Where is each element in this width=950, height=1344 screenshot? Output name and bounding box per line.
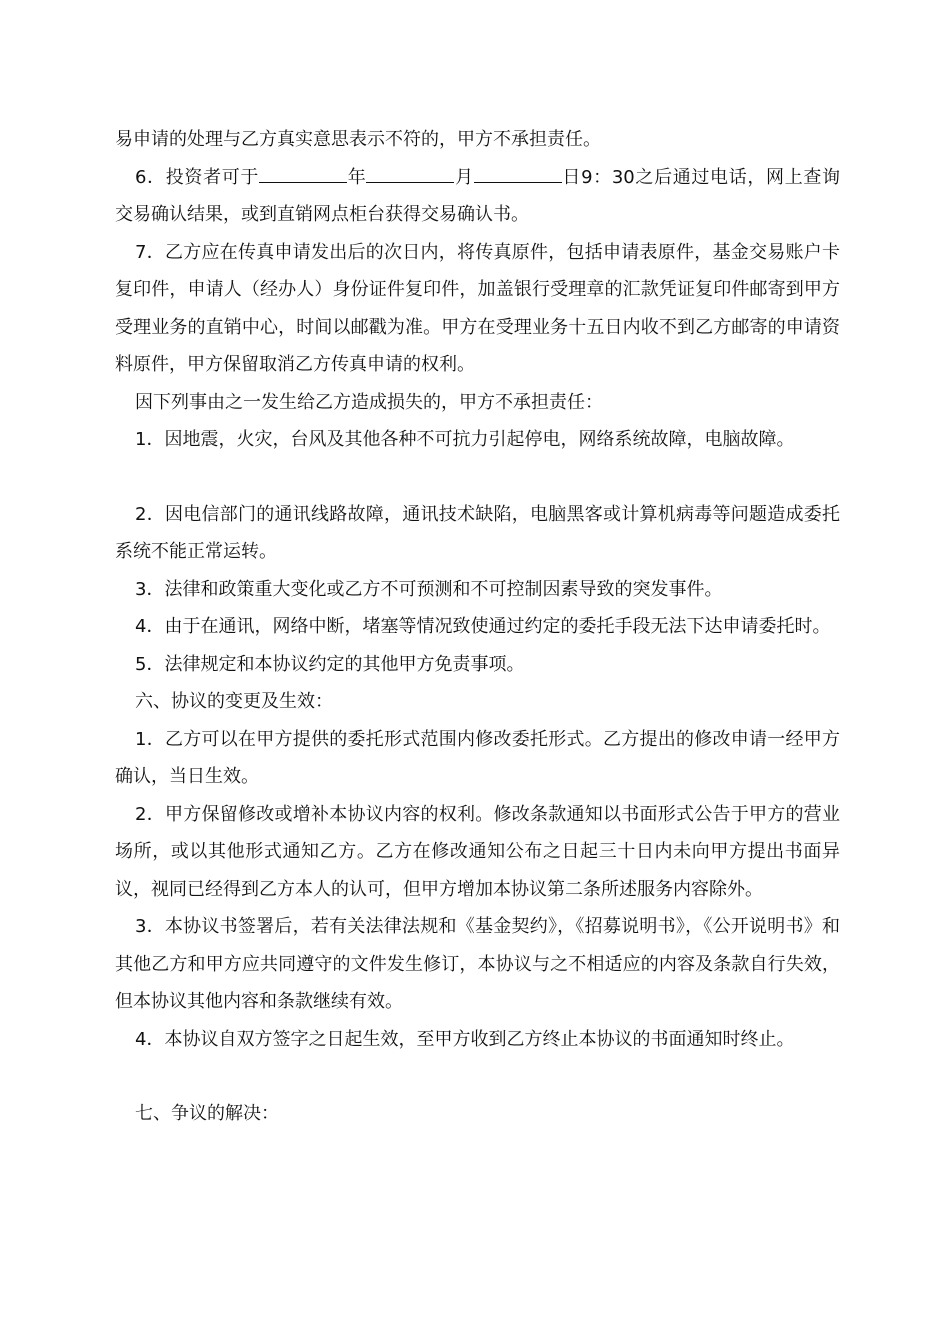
section-6-item-3: 3．本协议书签署后，若有关法律法规和《基金契约》，《招募说明书》，《公开说明书》和其他乙方和甲方应共同遵守的文件发生修订，本协议与之不相适应的内容及条款自行失效，但本协议其他内容和条款继续有效。 <box>115 916 840 1012</box>
year-blank <box>259 165 347 183</box>
item-7-paragraph: 7．乙方应在传真申请发出后的次日内，将传真原件，包括申请表原件，基金交易账户卡复印件，申请人（经办人）身份证件复印件，加盖银行受理章的汇款凭证复印件邮寄到甲方受理业务的直销中心，时间以邮戳为准。甲方在受理业务十五日内收不到乙方邮寄的申请资料原件，甲方保留取消乙方传真申请的权利。 <box>115 241 840 375</box>
exemption-intro: 因下列事由之一发生给乙方造成损失的，甲方不承担责任： <box>135 391 603 413</box>
section-6-title: 六、协议的变更及生效： <box>135 691 333 712</box>
document-body <box>115 121 840 1133</box>
month-blank <box>366 165 454 183</box>
exemption-item-5: 5．法律规定和本协议约定的其他甲方免责事项。 <box>135 653 525 675</box>
exemption-item-4: 4．由于在通讯，网络中断，堵塞等情况致使通过约定的委托手段无法下达申请委托时。 <box>135 616 831 637</box>
section-6-item-2: 2．甲方保留修改或增补本协议内容的权利。修改条款通知以书面形式公告于甲方的营业场所，或以其他形式通知乙方。乙方在修改通知公布之日起三十日内未向甲方提出书面异议，视同已经得到乙方本人的认可，但甲方增加本协议第二条所述服务内容除外。 <box>115 803 840 900</box>
section-6-item-4: 4．本协议自双方签字之日起生效，至甲方收到乙方终止本协议的书面通知时终止。 <box>135 1028 795 1050</box>
day-blank <box>474 165 562 183</box>
item-6-year: 年 <box>347 166 367 188</box>
exemption-item-3: 3．法律和政策重大变化或乙方不可预测和不可控制因素导致的突发事件。 <box>135 578 723 600</box>
item-6-suffix: 日9：30之后通过电话，网上查询交易确认结果，或到直销网点柜台获得交易确认书。 <box>115 166 841 225</box>
item-6-prefix: 6．投资者可于 <box>135 166 260 188</box>
exemption-item-1: 1．因地震，火灾，台风及其他各种不可抗力引起停电，网络系统故障，电脑故障。 <box>135 429 795 450</box>
exemption-item-2: 2．因电信部门的通讯线路故障，通讯技术缺陷，电脑黑客或计算机病毒等问题造成委托系统不能正常运转。 <box>115 503 840 562</box>
section-6-item-1: 1．乙方可以在甲方提供的委托形式范围内修改委托形式。乙方提出的修改申请一经甲方确认，当日生效。 <box>115 728 840 787</box>
continuation-paragraph: 易申请的处理与乙方真实意思表示不符的，甲方不承担责任。 <box>115 129 601 150</box>
section-7-title: 七、争议的解决： <box>135 1103 279 1124</box>
item-6-month: 月 <box>454 166 474 188</box>
item-6-paragraph <box>115 159 840 234</box>
